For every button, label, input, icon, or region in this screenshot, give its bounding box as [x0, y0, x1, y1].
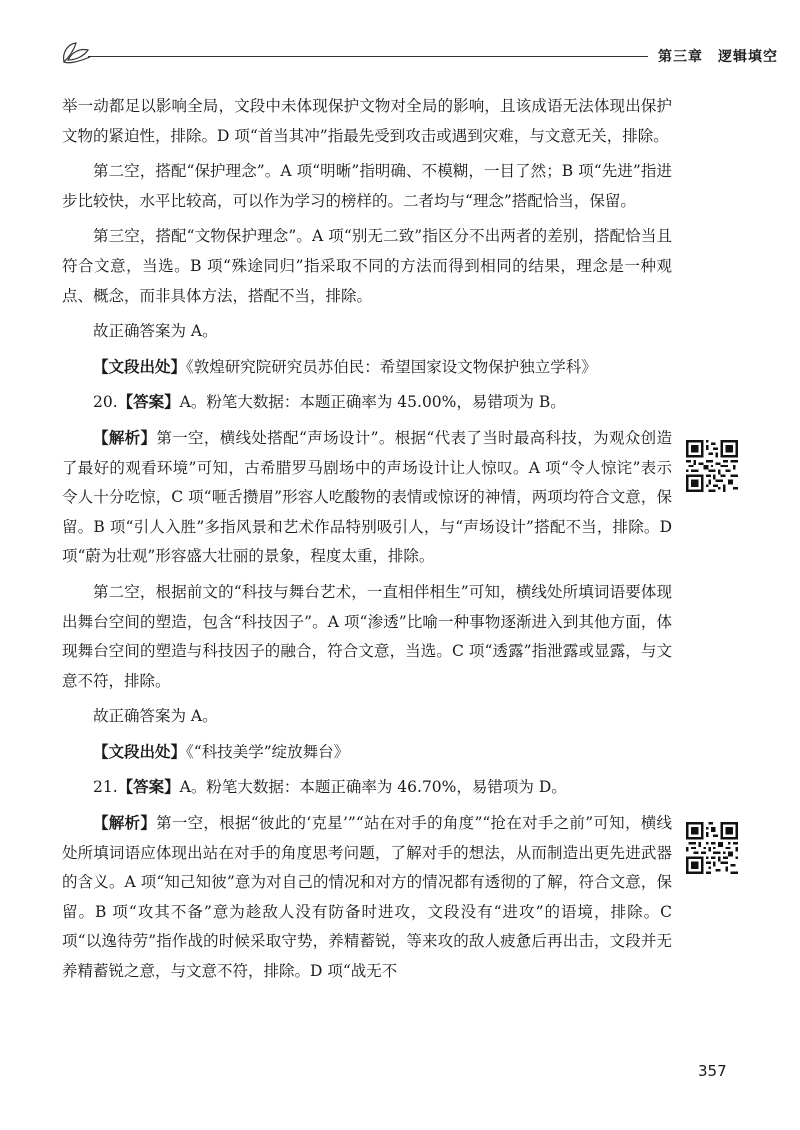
source-line: 【文段出处】《“科技美学”绽放舞台》: [93, 742, 350, 761]
paragraph: 第三空，搭配“文物保护理念”。A 项“别无二致”指区分不出两者的差别，搭配恰当且符合文意，当选。B 项“殊途同归”指采取不同的方法而得到相同的结果，理念是一种观点、概念，而非具体方法，搭配不当，排除。: [62, 227, 672, 305]
qr-code-icon[interactable]: [686, 440, 738, 492]
paragraph: 第二空，根据前文的“科技与舞台艺术，一直相伴相生”可知，横线处所填词语要体现出舞台空间的塑造，包含“科技因子”。A 项“渗透”比喻一种事物逐渐进入到其他方面，体现舞台空间的塑造与科技因子的融合，符合文意，当选。C 项“透露”指泄露或显露，与文意不符，排除。: [62, 582, 672, 690]
paragraph: 举一动都足以影响全局，文段中未体现保护文物对全局的影响，且该成语无法体现出保护文物的紧迫性，排除。D 项“首当其冲”指最先受到攻击或遇到灾难，与文意无关，排除。: [62, 97, 672, 145]
answer-line: 21.【答案】A。粉笔大数据：本题正确率为 46.70%，易错项为 D。: [93, 778, 567, 797]
answer-label: 【答案】: [117, 778, 180, 797]
question-number: 21.: [93, 778, 118, 797]
header-rule-left: [88, 56, 648, 57]
answer-line: 20.【答案】A。粉笔大数据：本题正确率为 45.00%，易错项为 B。: [93, 393, 566, 412]
page-number: 357: [698, 1062, 727, 1080]
sprout-leaf-icon: [58, 38, 92, 68]
analysis-paragraph: 【解析】第一空，横线处搭配“声场设计”。根据“代表了当时最高科技，为观众创造了最好的观看环境”可知，古希腊罗马剧场中的声场设计让人惊叹。A 项“令人惊诧”表示令人十分吃惊，C 项“咂舌攒眉”形容人吃酸物的表情或惊讶的神情，两项均符合文意，保留。B 项“引人入胜”多指风景和艺术作品特别吸引人，与“声场设计”搭配不当，排除。D 项“蔚为壮观”形容盛大壮丽的景象，程度太重，排除。: [62, 428, 672, 566]
paragraph: 故正确答案为 A。: [93, 707, 218, 726]
source-label: 【文段出处】: [93, 357, 187, 376]
question-number: 20.: [93, 393, 118, 412]
qr-code-graphic: [686, 440, 738, 492]
qr-code-icon[interactable]: [686, 822, 738, 874]
qr-code-graphic: [686, 822, 738, 874]
page-body: [62, 92, 672, 987]
page-header: [58, 38, 800, 78]
analysis-label: 【解析】: [93, 428, 157, 447]
analysis-paragraph: 【解析】第一空，根据“彼此的‘克星’”“站在对手的角度”“抢在对手之前”可知，横线处所填词语应体现出站在对手的角度思考问题，了解对手的想法，从而制造出更先进武器的含义。A 项“知己知彼”意为对自己的情况和对方的情况都有透彻的了解，符合文意，保留。B 项“攻其不备”意为趁敌人没有防备时进攻，文段没有“进攻”的语境，排除。C 项“以逸待劳”指作战的时候采取守势，养精蓄锐，等来攻的敌人疲惫后再出击，文段并无养精蓄锐之意，与文意不符，排除。D 项“战无不: [62, 814, 672, 981]
source-line: 【文段出处】《敦煌研究院研究员苏伯民：希望国家设文物保护独立学科》: [93, 357, 597, 376]
answer-label: 【答案】: [117, 393, 180, 412]
source-label: 【文段出处】: [93, 742, 187, 761]
paragraph: 第二空，搭配“保护理念”。A 项“明晰”指明确、不模糊，一目了然；B 项“先进”指进步比较快，水平比较高，可以作为学习的榜样的。二者均与“理念”搭配恰当，保留。: [62, 162, 672, 210]
paragraph: 故正确答案为 A。: [93, 322, 218, 341]
chapter-title: 第三章 逻辑填空: [658, 49, 778, 65]
analysis-label: 【解析】: [93, 814, 157, 833]
